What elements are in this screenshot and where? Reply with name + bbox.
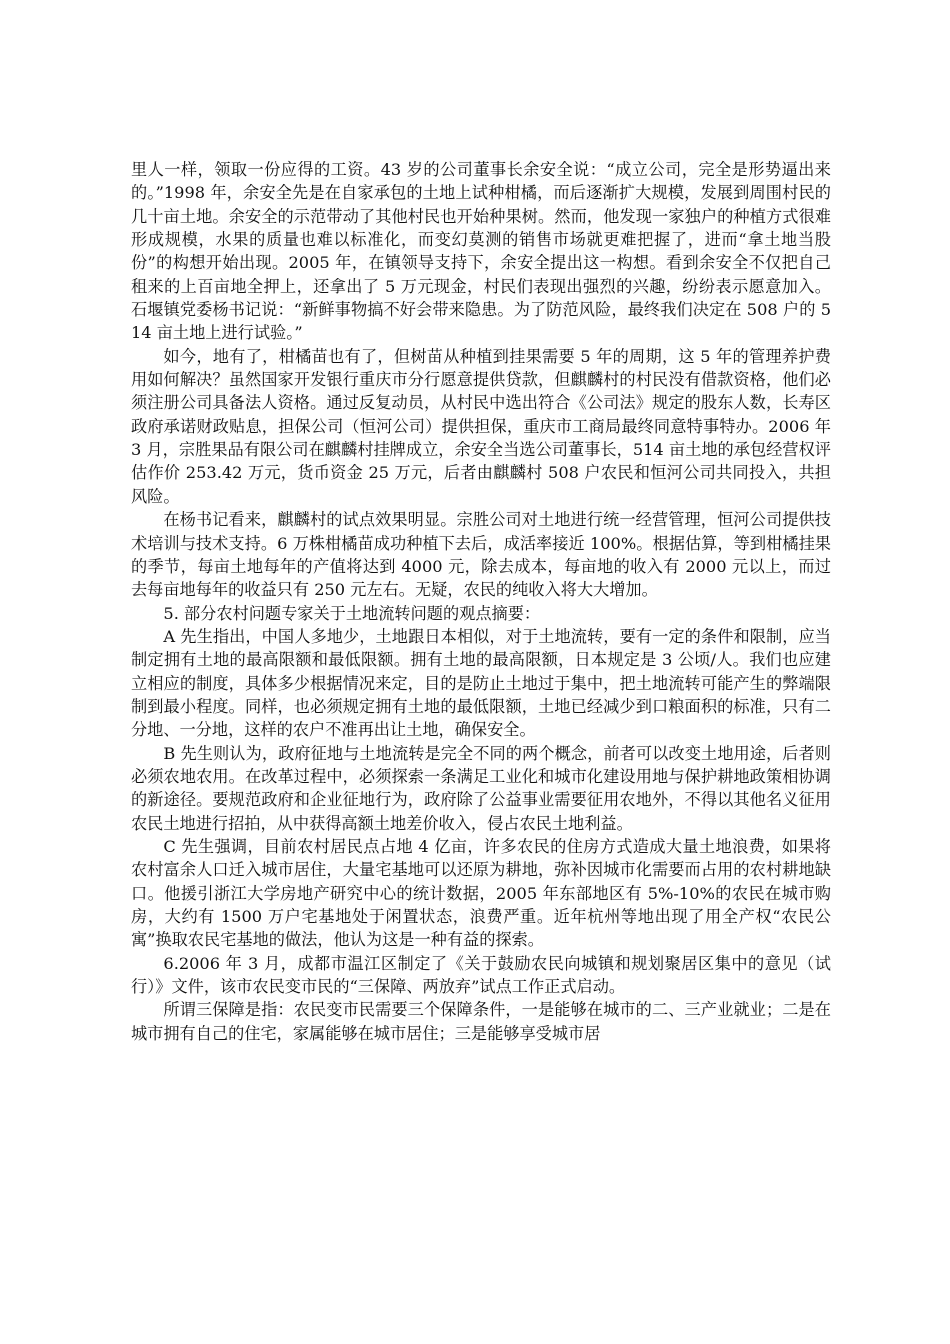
paragraph-pilot-results: 在杨书记看来，麒麟村的试点效果明显。宗胜公司对土地进行统一经营管理，恒河公司提供技术培训与技术支持。6 万株柑橘苗成功种植下去后，成活率接近 100%。根据估算，等到柑橘挂果的季节，每亩土地每年的产值将达到 4000 元，除去成本，每亩地的收入有 2000 元以上，而过去每亩地每年的收益只有 250 元左右。无疑，农民的纯收入将大大增加。 — [131, 510, 831, 600]
section-heading-expert-views: 5. 部分农村问题专家关于土地流转问题的观点摘要： — [163, 603, 541, 623]
paragraph-expert-b: B 先生则认为，政府征地与土地流转是完全不同的两个概念，前者可以改变土地用途，后者则必须农地农用。在改革过程中，必须探索一条满足工业化和城市化建设用地与保护耕地政策相协调的新途径。要规范政府和企业征地行为，政府除了公益事业需要征用农地外，不得以其他名义征用农民土地进行招拍，从中获得高额土地差价收入，侵占农民土地利益。 — [131, 743, 831, 833]
paragraph-expert-c: C 先生强调，目前农村居民点占地 4 亿亩，许多农民的住房方式造成大量土地浪费，如果将农村富余人口迁入城市居住，大量宅基地可以还原为耕地，弥补因城市化需要而占用的农村耕地缺口。他援引浙江大学房地产研究中心的统计数据，2005 年东部地区有 5%-10%的农民在城市购房，大约有 1500 万户宅基地处于闲置状态，浪费严重。近年杭州等地出现了用全产权“农民公寓”换取农民宅基地的做法，他认为这是一种有益的探索。 — [131, 836, 831, 950]
paragraph-company-registration: 如今，地有了，柑橘苗也有了，但树苗从种植到挂果需要 5 年的周期，这 5 年的管理养护费用如何解决？虽然国家开发银行重庆市分行愿意提供贷款，但麒麟村的村民没有借款资格，他们必须注册公司具备法人资格。通过反复动员，从村民中选出符合《公司法》规定的股东人数，长寿区政府承诺财政贴息，担保公司（恒河公司）提供担保，重庆市工商局最终同意特事特办。2006 年 3 月，宗胜果品有限公司在麒麟村挂牌成立，余安全当选公司董事长，514 亩土地的承包经营权评估作价 253.42 万元，货币资金 25 万元，后者由麒麟村 508 户农民和恒河公司共同投入，共担风险。 — [131, 346, 831, 506]
document-page — [131, 158, 831, 1045]
paragraph-expert-a: A 先生指出，中国人多地少，土地跟日本相似，对于土地流转，要有一定的条件和限制，应当制定拥有土地的最高限额和最低限额。拥有土地的最高限额，日本规定是 3 公顷/人。我们也应建立相应的制度，具体多少根据情况来定，目的是防止土地过于集中，把土地流转可能产生的弊端限制到最小程度。同样，也必须规定拥有土地的最低限额，土地已经减少到口粮面积的标准，只有二分地、一分地，这样的农户不准再出让土地，确保安全。 — [131, 626, 831, 740]
paragraph-company-founding: 里人一样，领取一份应得的工资。43 岁的公司董事长余安全说：“成立公司，完全是形势逼出来的。”1998 年，余安全先是在自家承包的土地上试种柑橘，而后逐渐扩大规模，发展到周围村民的几十亩土地。余安全的示范带动了其他村民也开始种果树。然而，他发现一家独户的种植方式很难形成规模，水果的质量也难以标准化，而变幻莫测的销售市场就更难把握了，进而“拿土地当股份”的构想开始出现。2005 年，在镇领导支持下，余安全提出这一构想。看到余安全不仅把自己租来的上百亩地全押上，还拿出了 5 万元现金，村民们表现出强烈的兴趣，纷纷表示愿意加入。石堰镇党委杨书记说：“新鲜事物搞不好会带来隐患。为了防范风险，最终我们决定在 508 户的 514 亩土地上进行试验。” — [131, 160, 831, 343]
paragraph-three-guarantees: 所谓三保障是指：农民变市民需要三个保障条件，一是能够在城市的二、三产业就业；二是在城市拥有自己的住宅，家属能够在城市居住；三是能够享受城市居 — [131, 1000, 831, 1043]
paragraph-wenjiang-policy: 6.2006 年 3 月，成都市温江区制定了《关于鼓励农民向城镇和规划聚居区集中的意见（试行）》文件，该市农民变市民的“三保障、两放弃”试点工作正式启动。 — [131, 953, 831, 997]
